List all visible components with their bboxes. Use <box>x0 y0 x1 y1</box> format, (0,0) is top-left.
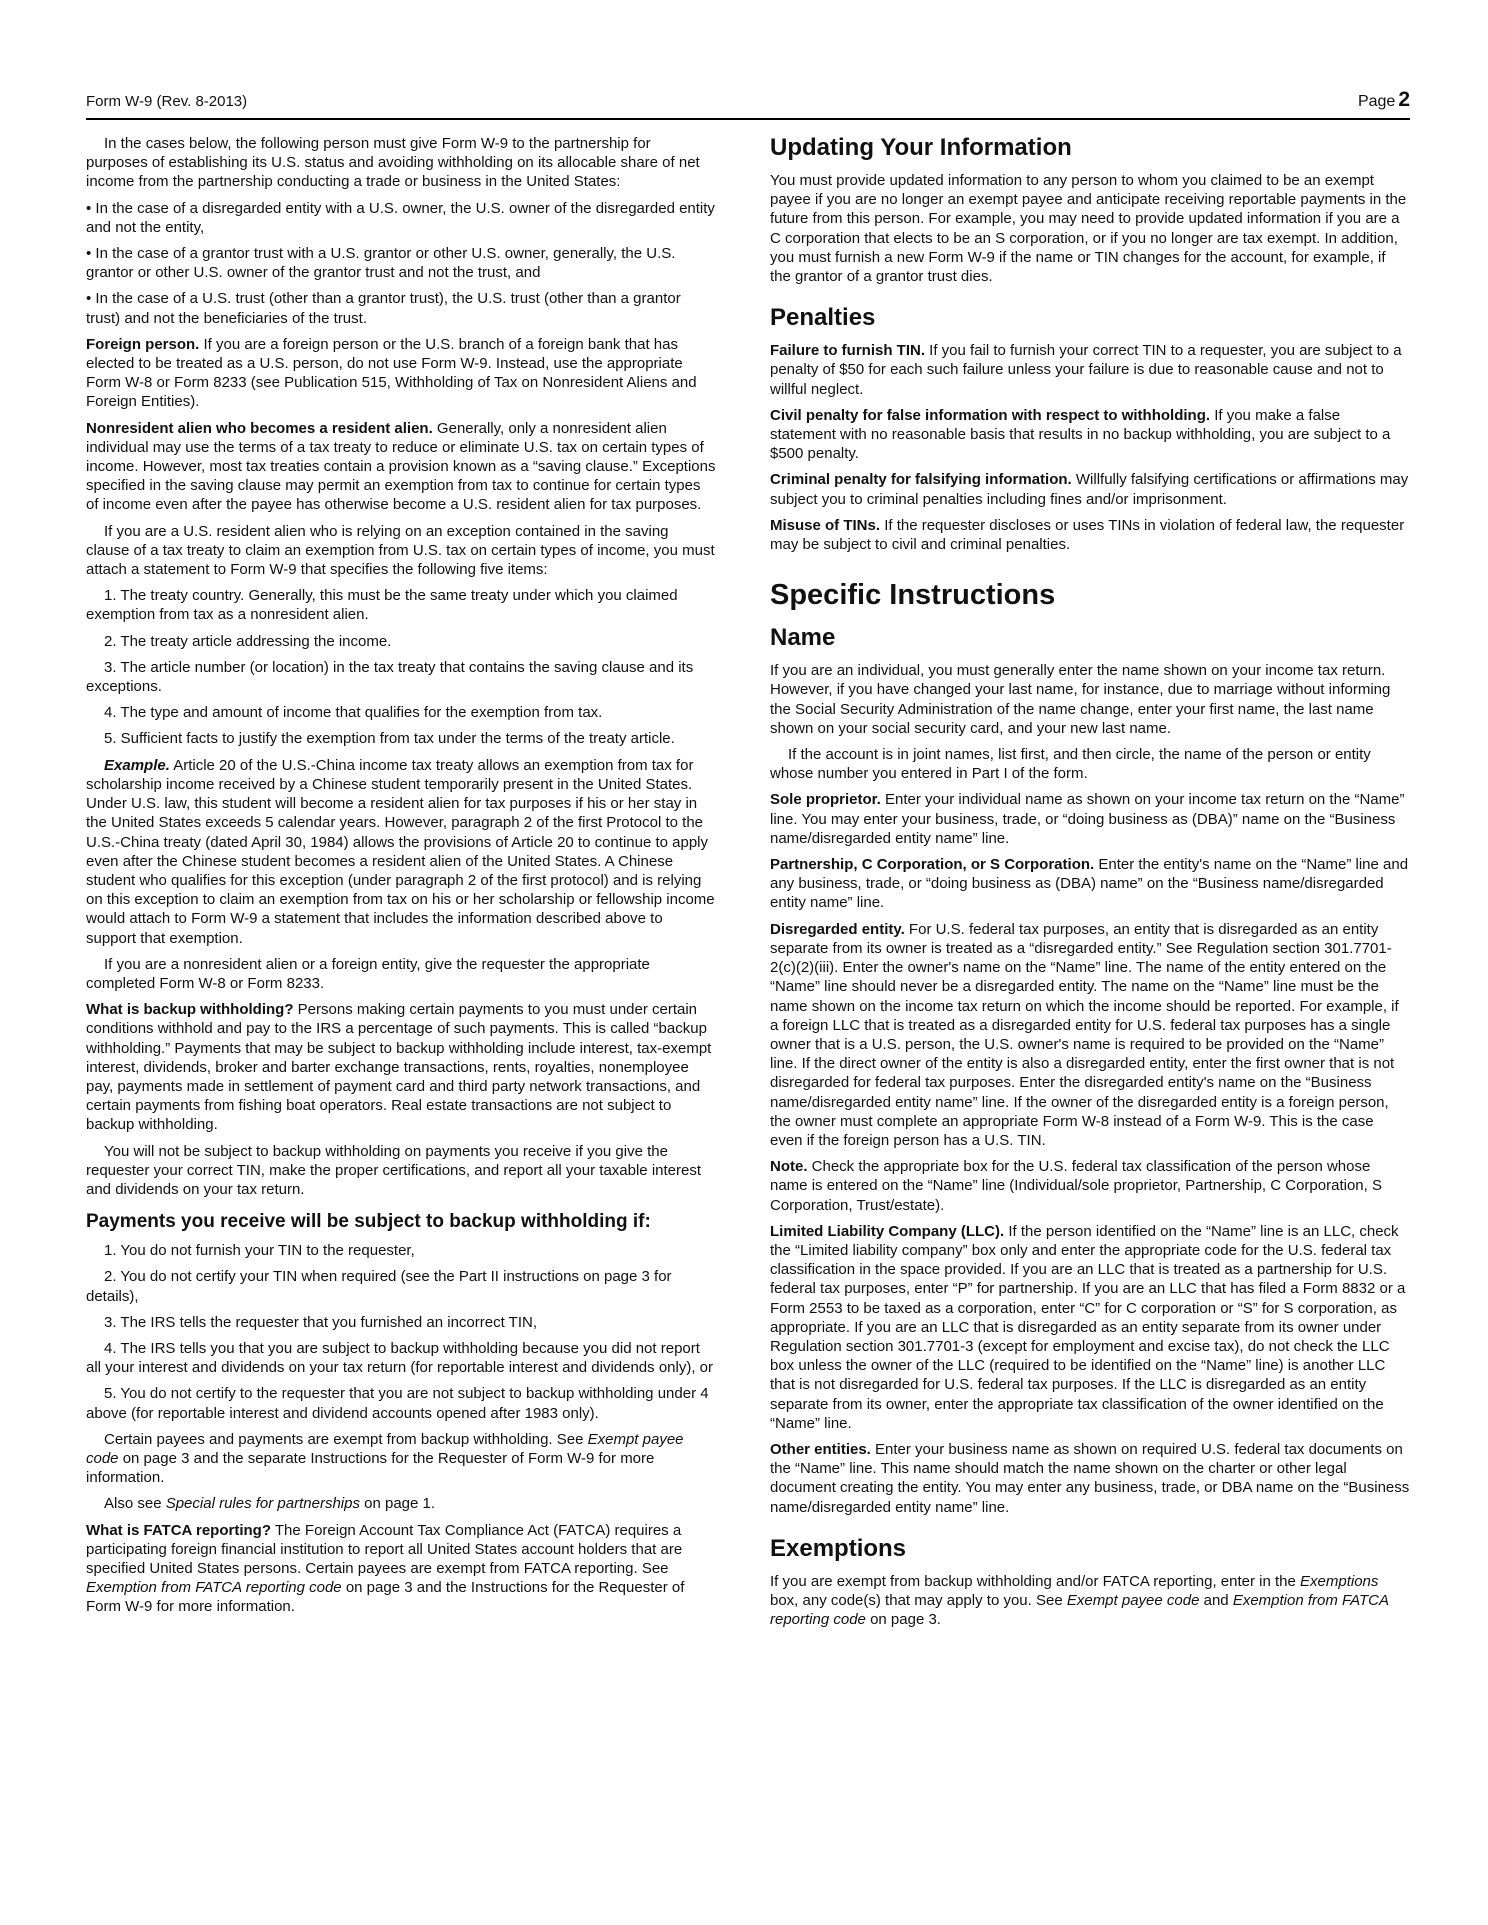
name-paragraph: If you are an individual, you must generally enter the name shown on your income tax return. However, if you have changed your last name, for instance, due to marriage without informing the Social Security Administration of the name change, enter your first name, the last name shown on your social security card, and your new last name. <box>770 662 1391 737</box>
page-number <box>1358 88 1410 112</box>
payment-item: 1. You do not furnish your TIN to the requester, <box>104 1242 415 1260</box>
nonresident-alien-paragraph: Nonresident alien who becomes a resident alien. Generally, only a nonresident alien individual may use the terms of a tax treaty to reduce or eliminate U.S. tax on certain types of income. However, most tax treaties contain a provision known as a “saving clause.” Exceptions specified in the saving clause may permit an exemption from tax to continue for certain types of income even after the payee has otherwise become a U.S. resident alien for tax purposes. <box>86 419 716 514</box>
bullet-item: • In the case of a grantor trust with a U.S. grantor or other U.S. owner, generally, the U.S. grantor or other U.S. owner of the grantor trust and not the trust, and <box>86 245 676 282</box>
partnership-corporation-paragraph: Partnership, C Corporation, or S Corporation. Enter the entity's name on the “Name” line and any business, trade, or “doing business as (DBA) name” on the “Business name/disregarded entity name” line. <box>770 856 1409 912</box>
updating-heading: Updating Your Information <box>770 134 1072 161</box>
page-header <box>86 88 1410 120</box>
exemptions-paragraph: If you are exempt from backup withholding and/or FATCA reporting, enter in the Exemptions box, any code(s) that may apply to you. See Exempt payee code and Exemption from FATCA reporting code on page 3. <box>770 1572 1389 1629</box>
joint-names-paragraph: If the account is in joint names, list first, and then circle, the name of the person or entity whose number you entered in Part I of the form. <box>770 746 1371 783</box>
specific-instructions-heading: Specific Instructions <box>770 579 1056 612</box>
example-paragraph: Example. Article 20 of the U.S.-China income tax treaty allows an exemption from tax for scholarship income received by a Chinese student temporarily present in the United States. Under U.S. law, this student will become a resident alien for tax purposes if his or her stay in the United States exceeds 5 calendar years. However, paragraph 2 of the first Protocol to the U.S.-China treaty (dated April 30, 1984) allows the provisions of Article 20 to continue to apply even after the Chinese student becomes a resident alien of the United States. A Chinese student who qualifies for this exception (under paragraph 2 of the first protocol) and is relying on this exception to claim an exemption from tax on his or her scholarship or fellowship income would attach to Form W-9 a statement that includes the information described above to support that exemption. <box>86 756 715 947</box>
penalties-heading: Penalties <box>770 304 876 332</box>
also-see-paragraph: Also see Special rules for partnerships on page 1. <box>104 1495 436 1513</box>
misuse-tin-paragraph: Misuse of TINs. If the requester discloses or uses TINs in violation of federal law, the requester may be subject to civil and criminal penalties. <box>770 516 1405 554</box>
payment-item: 3. The IRS tells the requester that you furnished an incorrect TIN, <box>104 1313 538 1331</box>
treaty-item: 1. The treaty country. Generally, this must be the same treaty under which you claimed exemption from tax as a nonresident alien. <box>86 587 678 624</box>
disregarded-entity-paragraph: Disregarded entity. For U.S. federal tax purposes, an entity that is disregarded as an entity separate from its owner is treated as a “disregarded entity.” See Regulation section 301.7701-2(c)(2)(iii). Enter the owner's name on the “Name” line. The name of the entity entered on the “Name” line should never be a disregarded entity. The name on the “Name” line must be the name shown on the income tax return on which the income should be reported. For example, if a foreign LLC that is treated as a disregarded entity for U.S. federal tax purposes has a single owner that is a U.S. person, the U.S. owner's name is required to be provided on the “Name” line. If the direct owner of the entity is also a disregarded entity, enter the first owner that is not disregarded for federal tax purposes. Enter the disregarded entity's name on the “Business name/disregarded entity name” line. If the owner of the disregarded entity is a foreign person, the owner must complete an appropriate Form W-8 instead of a Form W-9. This is the case even if the foreign person has a U.S. TIN. <box>770 920 1399 1149</box>
civil-penalty-paragraph: Civil penalty for false information with respect to withholding. If you make a false statement with no reasonable basis that results in no backup withholding, you are subject to a $500 penalty. <box>770 406 1391 463</box>
exemptions-heading: Exemptions <box>770 1534 907 1562</box>
payment-item: 4. The IRS tells you that you are subject to backup withholding because you did not report all your interest and dividends on your tax return (for reportable interest and dividends only), or <box>86 1339 714 1377</box>
other-entities-paragraph: Other entities. Enter your business name as shown on required U.S. federal tax documents on the “Name” line. This name should match the name shown on the charter or other legal document creating the entity. You may enter any business, trade, or DBA name on the “Business name/disregarded entity name” line. <box>770 1440 1410 1516</box>
exempt-payees-paragraph: Certain payees and payments are exempt from backup withholding. See Exempt payee code on page 3 and the separate Instructions for the Requester of Form W-9 for more information. <box>86 1430 684 1487</box>
foreign-person-paragraph: Foreign person. If you are a foreign person or the U.S. branch of a foreign bank that has elected to be treated as a U.S. person, do not use Form W-9. Instead, use the appropriate Form W-8 or Form 8233 (see Publication 515, Withholding of Tax on Nonresident Aliens and Foreign Entities). <box>86 335 697 411</box>
payment-item: 5. You do not certify to the requester that you are not subject to backup withholding under 4 above (for reportable interest and dividend accounts opened after 1983 only). <box>86 1385 709 1422</box>
nonresident-foreign-paragraph: If you are a nonresident alien or a foreign entity, give the requester the appropriate completed Form W-8 or Form 8233. <box>86 955 650 992</box>
not-subject-paragraph: You will not be subject to backup withholding on payments you receive if you give the requester your correct TIN, make the proper certifications, and report all your taxable interest and dividends on your tax return. <box>86 1142 702 1198</box>
treaty-intro: If you are a U.S. resident alien who is relying on an exception contained in the saving clause of a tax treaty to claim an exemption from U.S. tax on certain types of income, you must attach a statement to Form W-9 that specifies the following five items: <box>86 522 715 579</box>
left-column <box>86 134 716 1624</box>
treaty-item: 2. The treaty article addressing the income. <box>104 632 392 650</box>
form-id: Form W-9 (Rev. 8-2013) <box>86 93 248 110</box>
payments-heading: Payments you receive will be subject to backup withholding if: <box>86 1211 651 1233</box>
bullet-item: • In the case of a U.S. trust (other than a grantor trust), the U.S. trust (other than a grantor trust) and not the beneficiaries of the trust. <box>86 290 681 327</box>
name-heading: Name <box>770 624 836 652</box>
page-number-value: 2 <box>1398 88 1410 111</box>
updating-paragraph: You must provide updated information to any person to whom you claimed to be an exempt payee if you are no longer an exempt payee and anticipate receiving reportable payments in the future from this person. For example, you may need to provide updated information if you are a C corporation that elects to be an S corporation, or if you no longer are tax exempt. In addition, you must furnish a new Form W-9 if the name or TIN changes for the account, for example, if the grantor of a grantor trust dies. <box>770 172 1407 286</box>
treaty-item: 5. Sufficient facts to justify the exemption from tax under the terms of the treaty article. <box>104 730 675 748</box>
bullet-item: • In the case of a disregarded entity with a U.S. owner, the U.S. owner of the disregarded entity and not the entity, <box>86 199 715 236</box>
partnership-intro: In the cases below, the following person must give Form W-9 to the partnership for purposes of establishing its U.S. status and avoiding withholding on its allocable share of net income from the partnership conducting a trade or business in the United States: <box>86 135 700 191</box>
page-label: Page <box>1357 93 1396 110</box>
criminal-penalty-paragraph: Criminal penalty for falsifying information. Willfully falsifying certifications or affirmations may subject you to criminal penalties including fines and/or imprisonment. <box>770 471 1409 508</box>
backup-withholding-paragraph: What is backup withholding? Persons making certain payments to you must under certain conditions withhold and pay to the IRS a percentage of such payments. This is called “backup withholding.” Payments that may be subject to backup withholding include interest, tax-exempt interest, dividends, broker and barter exchange transactions, rents, royalties, nonemployee pay, payments made in settlement of payment card and third party network transactions, and certain payments from fishing boat operators. Real estate transactions are not subject to backup withholding. <box>86 1001 712 1134</box>
failure-tin-paragraph: Failure to furnish TIN. If you fail to furnish your correct TIN to a requester, you are subject to a penalty of $50 for each such failure unless your failure is due to reasonable cause and not to willful neglect. <box>770 342 1402 398</box>
note-paragraph: Note. Check the appropriate box for the U.S. federal tax classification of the person whose name is entered on the “Name” line (Individual/sole proprietor, Partnership, C Corporation, S Corporation, Trust/estate). <box>770 1158 1382 1214</box>
right-column <box>770 134 1410 1636</box>
sole-proprietor-paragraph: Sole proprietor. Enter your individual name as shown on your income tax return on the “Name” line. You may enter your business, trade, or “doing business as (DBA)” name on the “Business name/disregarded entity name” line. <box>770 791 1405 847</box>
treaty-item: 4. The type and amount of income that qualifies for the exemption from tax. <box>104 704 603 722</box>
treaty-item: 3. The article number (or location) in the tax treaty that contains the saving clause and its exceptions. <box>86 658 694 696</box>
llc-paragraph: Limited Liability Company (LLC). If the person identified on the “Name” line is an LLC, check the “Limited liability company” box only and enter the appropriate code for the U.S. federal tax classification in the space provided. If you are an LLC that is treated as a partnership for U.S. federal tax purposes, enter “P” for partnership. If you are an LLC that has filed a Form 8832 or a Form 2553 to be taxed as a corporation, enter “C” for C corporation or “S” for S corporation, as appropriate. If you are an LLC that is disregarded as an entity separate from its owner under Regulation section 301.7701-3 (except for employment and excise tax), do not check the LLC box unless the owner of the LLC (required to be identified on the “Name” line) is another LLC that is not disregarded for U.S. federal tax purposes. If the LLC is disregarded as an entity separate from its owner, enter the appropriate tax classification of the owner identified on the “Name” line. <box>770 1222 1406 1432</box>
payment-item: 2. You do not certify your TIN when required (see the Part II instructions on page 3 for details), <box>86 1268 672 1305</box>
fatca-paragraph: What is FATCA reporting? The Foreign Account Tax Compliance Act (FATCA) requires a participating foreign financial institution to report all United States account holders that are specified United States persons. Certain payees are exempt from FATCA reporting. See Exemption from FATCA reporting code on page 3 and the Instructions for the Requester of Form W-9 for more information. <box>86 1521 685 1616</box>
